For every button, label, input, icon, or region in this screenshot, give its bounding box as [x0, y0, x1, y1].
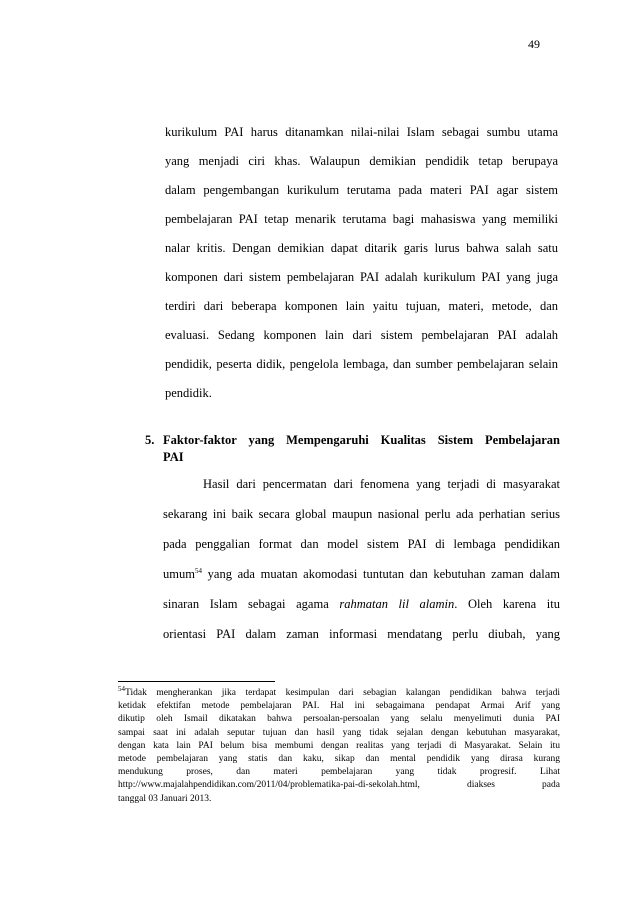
section-title-line-2: PAI: [163, 450, 184, 464]
paragraph-line: kurikulum PAI harus ditanamkan nilai-nilai Islam sebagai sumbu utama: [165, 125, 558, 139]
section-title-line-1: Faktor-faktor yang Mempengaruhi Kualitas Sistem Pembelajaran: [163, 433, 560, 447]
paragraph-line: orientasi PAI dalam zaman informasi mendatang perlu diubah, yang: [163, 627, 560, 641]
paragraph-line: dalam pengembangan kurikulum terutama pada materi PAI agar sistem: [165, 183, 558, 197]
footnote-divider: [118, 681, 275, 682]
footnote-line: ketidak efektifan metode pembelajaran PAI. Hal ini sebagaimana pendapat Armai Arif yang: [118, 701, 560, 712]
paragraph-line: Hasil dari pencermatan dari fenomena yang terjadi di masyarakat: [203, 477, 560, 491]
paragraph-line: evaluasi. Sedang komponen lain dari sistem pembelajaran PAI adalah: [165, 328, 558, 342]
paragraph-line: pendidik, peserta didik, pengelola lembaga, dan sumber pembelajaran selain: [165, 357, 558, 371]
paragraph-line: pembelajaran PAI tetap menarik terutama bagi mahasiswa yang memiliki: [165, 212, 558, 226]
footnote-line: tanggal 03 Januari 2013.: [118, 793, 212, 804]
line-text: yang ada muatan akomodasi tuntutan dan kebutuhan zaman dalam: [201, 567, 560, 581]
footnote: [118, 684, 560, 806]
paragraph-line: sekarang ini baik secara global maupun nasional perlu ada perhatian serius: [163, 507, 560, 521]
section-number: 5.: [145, 433, 155, 447]
paragraph-line: komponen dari sistem pembelajaran PAI adalah kurikulum PAI yang juga: [165, 270, 558, 284]
footnote-line: mendukung proses, dan materi pembelajaran yang tidak progresif. Lihat: [118, 767, 560, 778]
footnote-link-line[interactable]: http://www.majalahpendidikan.com/2011/04/problematika-pai-di-sekolah.html, diakses pada: [118, 780, 560, 791]
line-text: sinaran Islam sebagai agama: [163, 597, 340, 611]
paragraph-line: nalar kritis. Dengan demikian dapat ditarik garis lurus bahwa salah satu: [165, 241, 558, 255]
paragraph-line: terdiri dari beberapa komponen lain yaitu tujuan, materi, metode, dan: [165, 299, 558, 313]
footnote-text: Tidak mengherankan jika terdapat kesimpulan dari sebagian kalangan pendidikan bahwa terjadi: [125, 688, 560, 698]
page-number: 49: [528, 37, 540, 51]
body-paragraph-1: [165, 122, 558, 412]
paragraph-line: pada penggalian format dan model sistem PAI di lembaga pendidikan: [163, 537, 560, 551]
line-text: . Oleh karena itu: [454, 597, 560, 611]
footnote-line: sampai saat ini adalah seputar tujuan dan hasil yang tidak sejalan dengan kebutuhan masyarakat,: [118, 727, 560, 738]
line-text: umum: [163, 567, 195, 581]
footnote-number: 54: [118, 684, 125, 693]
footnote-reference[interactable]: 54: [194, 566, 202, 575]
footnote-line: [118, 684, 560, 700]
body-paragraph-2: [163, 474, 560, 654]
paragraph-line: [163, 564, 560, 594]
footnote-line: dikutip oleh Ismail dikatakan bahwa persoalan-persoalan yang selalu menyelimuti dunia PAI: [118, 714, 560, 725]
paragraph-line: pendidik.: [165, 386, 212, 400]
footnote-line: metode pembelajaran yang statis dan kaku, sikap dan mental pendidik yang dirasa kurang: [118, 754, 560, 765]
paragraph-line: yang menjadi ciri khas. Walaupun demikian pendidik tetap berupaya: [165, 154, 558, 168]
footnote-line: dengan kata lain PAI belum bisa membumi dengan realitas yang terjadi di Masyarakat. Selain itu: [118, 740, 560, 751]
italic-term: rahmatan lil alamin: [339, 597, 455, 611]
paragraph-line: [163, 594, 560, 624]
